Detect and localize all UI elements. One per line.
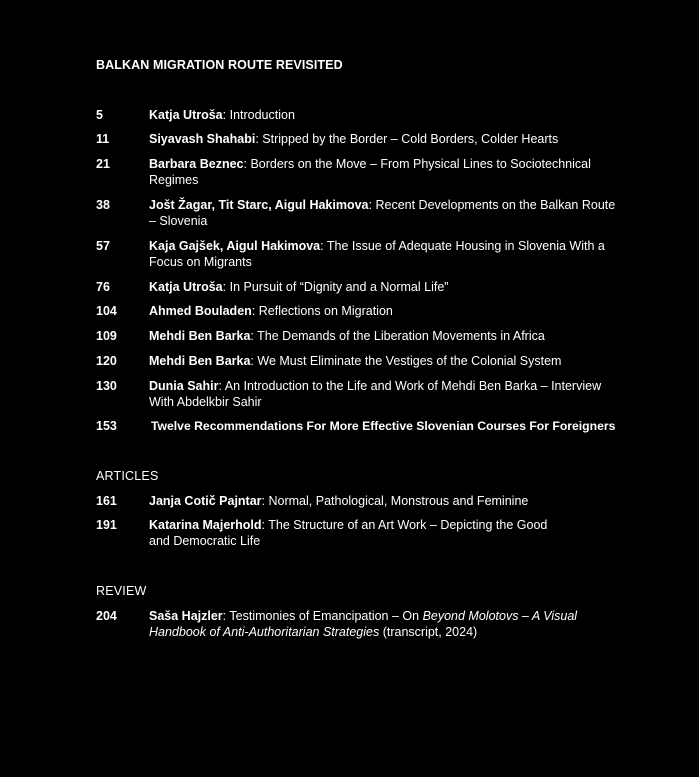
entry-title: An Introduction to the Life and Work of Mehdi Ben Barka – Interview With Abdelkbir Sahir [149,379,602,409]
separator: : [251,304,259,318]
entry-title: Reflections on Migration [258,304,393,318]
page-number: 153 [96,419,117,433]
toc-entry[interactable] [96,328,626,344]
author: Mehdi Ben Barka [149,354,251,368]
author: Katja Utroša [149,280,223,294]
author: Katja Utroša [149,108,223,122]
page-number: 204 [96,609,117,623]
page-number: 109 [96,329,117,343]
toc-entry[interactable] [96,238,626,270]
section-title: BALKAN MIGRATION ROUTE REVISITED [96,58,343,72]
author: Jošt Žagar, Tit Starc, Aigul Hakimova [149,198,369,212]
author: Saša Hajzler [149,609,223,623]
toc-entry[interactable] [96,608,626,640]
toc-entry[interactable] [96,493,626,509]
author: Kaja Gajšek, Aigul Hakimova [149,239,321,253]
toc-entry[interactable] [96,303,626,319]
entry-title: In Pursuit of “Dignity and a Normal Life” [229,280,449,294]
entry-title: Introduction [229,108,295,122]
separator: : [222,108,230,122]
page-number: 120 [96,354,117,368]
toc-entry[interactable] [96,418,626,434]
page-number: 57 [96,239,110,253]
entry-title: Twelve Recommendations For More Effective Slovenian Courses For Foreigners [151,419,616,433]
page-number: 191 [96,518,117,532]
entry-title: Normal, Pathological, Monstrous and Feminine [268,494,529,508]
section-label-articles: ARTICLES [96,469,159,483]
entry-title: Stripped by the Border – Cold Borders, Colder Hearts [262,132,559,146]
separator: : [261,494,269,508]
entry-title: We Must Eliminate the Vestiges of the Colonial System [257,354,562,368]
entry-title-tail: (transcript, 2024) [379,625,478,639]
page-number: 11 [96,132,110,146]
toc-entry[interactable] [96,279,626,295]
author: Katarina Majerhold [149,518,262,532]
reviewed-book-title: Beyond Molotovs – A Visual Handbook of Anti-Authoritarian Strategies [149,609,578,639]
entry-title: The Structure of an Art Work – Depicting the Good and Democratic Life [149,518,548,548]
separator: : [222,609,230,623]
separator: : [222,280,230,294]
separator: : [218,379,225,393]
entry-title: Borders on the Move – From Physical Lines to Sociotechnical Regimes [149,157,591,187]
author: Ahmed Bouladen [149,304,252,318]
section-label-review: REVIEW [96,584,147,598]
toc-entry[interactable] [96,353,626,369]
separator: : [255,132,263,146]
separator: : [243,157,251,171]
separator: : [368,198,376,212]
page-number: 161 [96,494,117,508]
page-number: 38 [96,198,110,212]
page-number: 21 [96,157,110,171]
toc-entry[interactable] [96,131,626,147]
separator: : [250,354,258,368]
author: Dunia Sahir [149,379,219,393]
toc-entry[interactable] [96,517,626,549]
entry-title: Recent Developments on the Balkan Route – Slovenia [149,198,616,228]
separator: : [250,329,258,343]
author: Siyavash Shahabi [149,132,256,146]
page-number: 76 [96,280,110,294]
page-number: 5 [96,108,103,122]
toc-entry[interactable] [96,378,626,410]
entry-title: Testimonies of Emancipation – On [229,609,423,623]
toc-entry[interactable] [96,107,626,123]
toc-entry[interactable] [96,156,626,188]
separator: : [261,518,269,532]
author: Barbara Beznec [149,157,244,171]
author: Mehdi Ben Barka [149,329,251,343]
entry-title: The Issue of Adequate Housing in Slovenia With a Focus on Migrants [149,239,605,269]
page-number: 104 [96,304,117,318]
page-number: 130 [96,379,117,393]
author: Janja Cotič Pajntar [149,494,262,508]
entry-title: The Demands of the Liberation Movements in Africa [257,329,545,343]
toc-entry[interactable] [96,197,626,229]
separator: : [320,239,327,253]
